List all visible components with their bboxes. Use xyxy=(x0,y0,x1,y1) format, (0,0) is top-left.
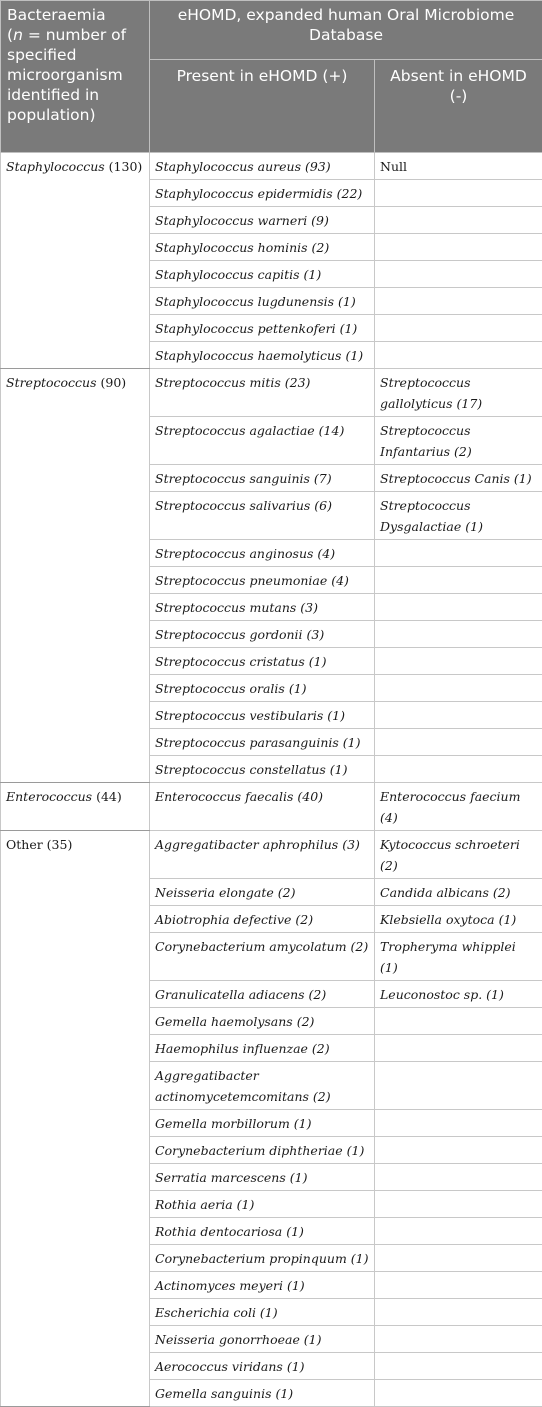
present-species-cell: Serratia marcescens (1) xyxy=(150,1164,375,1191)
present-species-cell: Streptococcus constellatus (1) xyxy=(150,756,375,783)
present-species-cell: Staphylococcus lugdunensis (1) xyxy=(150,288,375,315)
present-species-cell: Streptococcus cristatus (1) xyxy=(150,648,375,675)
genus-name: Streptococcus xyxy=(6,375,97,390)
present-species-cell: Staphylococcus haemolyticus (1) xyxy=(150,342,375,369)
absent-species-cell xyxy=(375,729,542,756)
absent-species-cell xyxy=(375,1245,542,1272)
absent-species-cell: Klebsiella oxytoca (1) xyxy=(375,906,542,933)
ehomd-group-header: eHOMD, expanded human Oral Microbiome Database xyxy=(150,1,542,60)
absent-species-cell: Streptococcus Infantarius (2) xyxy=(375,417,542,465)
absent-species-cell: Streptococcus gallolyticus (17) xyxy=(375,369,542,417)
present-species-cell: Streptococcus salivarius (6) xyxy=(150,492,375,540)
absent-species-cell xyxy=(375,261,542,288)
absent-species-cell: Candida albicans (2) xyxy=(375,879,542,906)
absent-species-cell: Enterococcus faecium (4) xyxy=(375,783,542,831)
present-species-cell: Staphylococcus epidermidis (22) xyxy=(150,180,375,207)
present-species-cell: Gemella morbillorum (1) xyxy=(150,1110,375,1137)
absent-species-cell xyxy=(375,567,542,594)
absent-species-cell xyxy=(375,1380,542,1407)
present-species-cell: Escherichia coli (1) xyxy=(150,1299,375,1326)
absent-species-cell: Streptococcus Canis (1) xyxy=(375,465,542,492)
present-species-cell: Rothia dentocariosa (1) xyxy=(150,1218,375,1245)
absent-species-cell: Streptococcus Dysgalactiae (1) xyxy=(375,492,542,540)
absent-species-cell xyxy=(375,1164,542,1191)
table-body xyxy=(1,153,542,1407)
present-species-cell: Streptococcus parasanguinis (1) xyxy=(150,729,375,756)
present-species-cell: Streptococcus oralis (1) xyxy=(150,675,375,702)
category-count: (130) xyxy=(109,159,143,174)
paren-open: ( xyxy=(7,26,13,44)
present-species-cell: Staphylococcus pettenkoferi (1) xyxy=(150,315,375,342)
absent-species-cell xyxy=(375,1035,542,1062)
absent-species-cell xyxy=(375,1191,542,1218)
present-species-cell: Aggregatibacter aphrophilus (3) xyxy=(150,831,375,879)
absent-species-cell xyxy=(375,1062,542,1110)
absent-species-cell: Kytococcus schroeteri (2) xyxy=(375,831,542,879)
category-cell xyxy=(1,369,150,783)
category-count: Other (35) xyxy=(6,837,72,852)
present-species-cell: Staphylococcus warneri (9) xyxy=(150,207,375,234)
present-species-cell: Streptococcus sanguinis (7) xyxy=(150,465,375,492)
absent-species-cell xyxy=(375,315,542,342)
present-species-cell: Streptococcus mitis (23) xyxy=(150,369,375,417)
present-species-cell: Gemella haemolysans (2) xyxy=(150,1008,375,1035)
present-species-cell: Actinomyces meyeri (1) xyxy=(150,1272,375,1299)
absent-species-cell xyxy=(375,1272,542,1299)
present-species-cell: Corynebacterium diphtheriae (1) xyxy=(150,1137,375,1164)
category-count: (90) xyxy=(101,375,127,390)
table-row xyxy=(1,831,542,879)
absent-species-cell: Leuconostoc sp. (1) xyxy=(375,981,542,1008)
present-species-cell: Rothia aeria (1) xyxy=(150,1191,375,1218)
table-row xyxy=(1,369,542,417)
n-symbol: n xyxy=(13,26,23,44)
bacteraemia-column-header xyxy=(1,1,150,153)
absent-species-cell xyxy=(375,1137,542,1164)
present-species-cell: Abiotrophia defective (2) xyxy=(150,906,375,933)
absent-species-cell xyxy=(375,1353,542,1380)
present-species-cell: Streptococcus agalactiae (14) xyxy=(150,417,375,465)
absent-species-cell xyxy=(375,540,542,567)
absent-species-cell xyxy=(375,288,542,315)
category-cell xyxy=(1,831,150,1407)
n-description: = number of specified microorganism identified in population) xyxy=(7,26,126,124)
absent-species-cell xyxy=(375,1008,542,1035)
present-species-cell: Haemophilus influenzae (2) xyxy=(150,1035,375,1062)
absent-species-cell xyxy=(375,1299,542,1326)
absent-species-cell xyxy=(375,702,542,729)
present-species-cell: Streptococcus mutans (3) xyxy=(150,594,375,621)
present-species-cell: Streptococcus vestibularis (1) xyxy=(150,702,375,729)
present-species-cell: Streptococcus pneumoniae (4) xyxy=(150,567,375,594)
present-species-cell: Staphylococcus aureus (93) xyxy=(150,153,375,180)
bacteraemia-label: Bacteraemia xyxy=(7,6,106,24)
present-species-cell: Streptococcus anginosus (4) xyxy=(150,540,375,567)
absent-species-cell xyxy=(375,621,542,648)
category-cell xyxy=(1,783,150,831)
present-species-cell: Neisseria elongate (2) xyxy=(150,879,375,906)
present-column-header: Present in eHOMD (+) xyxy=(150,60,375,153)
present-species-cell: Corynebacterium amycolatum (2) xyxy=(150,933,375,981)
absent-species-cell xyxy=(375,756,542,783)
present-species-cell: Aggregatibacter actinomycetemcomitans (2) xyxy=(150,1062,375,1110)
table-row xyxy=(1,153,542,180)
present-species-cell: Neisseria gonorrhoeae (1) xyxy=(150,1326,375,1353)
absent-column-header: Absent in eHOMD (-) xyxy=(375,60,542,153)
present-species-cell: Staphylococcus capitis (1) xyxy=(150,261,375,288)
absent-species-cell xyxy=(375,648,542,675)
absent-species-cell: Null xyxy=(375,153,542,180)
category-cell xyxy=(1,153,150,369)
absent-species-cell xyxy=(375,1110,542,1137)
present-species-cell: Streptococcus gordonii (3) xyxy=(150,621,375,648)
table-row xyxy=(1,783,542,831)
category-count: (44) xyxy=(96,789,122,804)
present-species-cell: Staphylococcus hominis (2) xyxy=(150,234,375,261)
absent-species-cell xyxy=(375,180,542,207)
present-species-cell: Corynebacterium propinquum (1) xyxy=(150,1245,375,1272)
absent-species-cell xyxy=(375,234,542,261)
absent-species-cell xyxy=(375,1326,542,1353)
present-species-cell: Gemella sanguinis (1) xyxy=(150,1380,375,1407)
absent-species-cell xyxy=(375,207,542,234)
table-header xyxy=(1,1,542,153)
present-species-cell: Enterococcus faecalis (40) xyxy=(150,783,375,831)
present-species-cell: Granulicatella adiacens (2) xyxy=(150,981,375,1008)
absent-species-cell xyxy=(375,342,542,369)
absent-species-cell xyxy=(375,675,542,702)
absent-species-cell xyxy=(375,594,542,621)
present-species-cell: Aerococcus viridans (1) xyxy=(150,1353,375,1380)
absent-species-cell xyxy=(375,1218,542,1245)
absent-species-cell: Tropheryma whipplei (1) xyxy=(375,933,542,981)
genus-name: Enterococcus xyxy=(6,789,92,804)
genus-name: Staphylococcus xyxy=(6,159,105,174)
